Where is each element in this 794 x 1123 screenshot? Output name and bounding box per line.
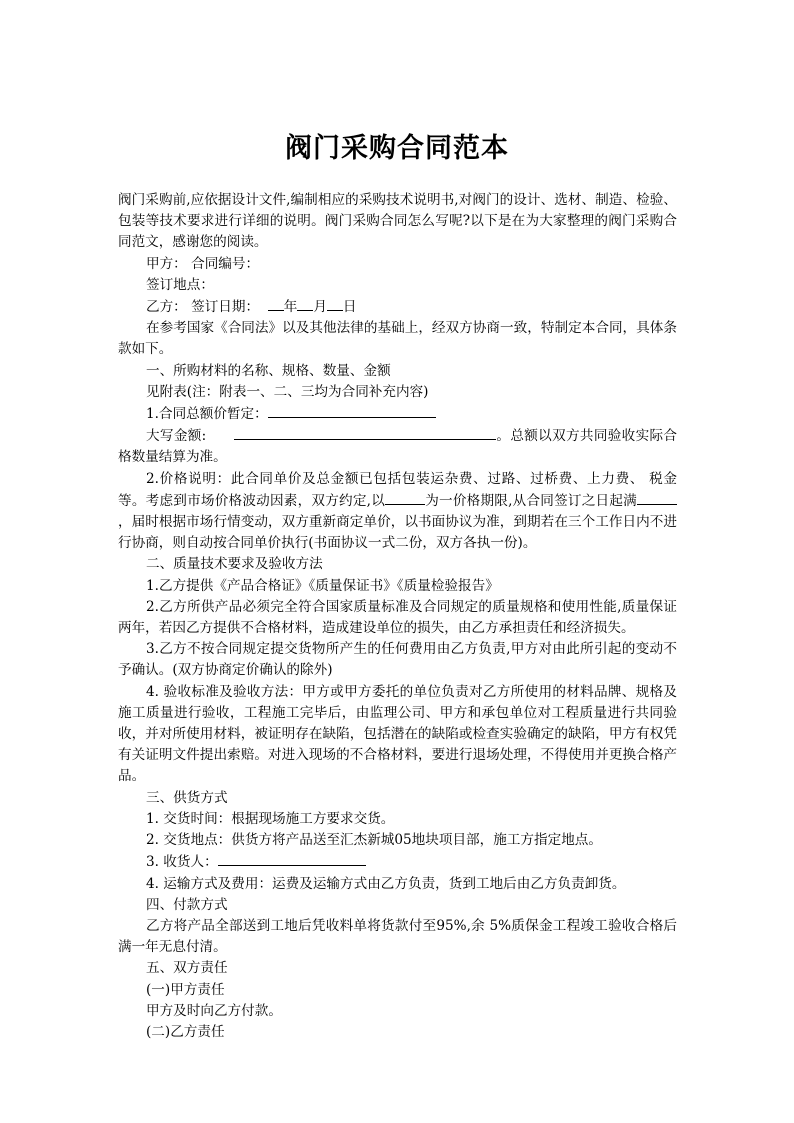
section-3-item-1: 1. 交货时间：根据现场施工方要求交货。: [146, 810, 395, 827]
price-part-c: ，届时根据市场行情变动，双方重新商定单价，以书面协议为准，到期若在三个工作日内不进行协商，则自动按合同单价执行(书面协议一式二份，双方各执一份)。: [118, 514, 677, 552]
receiver-blank: [218, 851, 366, 866]
day-label: 日: [342, 299, 357, 316]
price-part-a: 2.价格说明：此合同单价及总金额已包括包装运杂费、过路、过桥费、上力费、 税金等。考虑到市场价格波动因素，双方约定,以: [118, 470, 677, 509]
section-2-heading: 二、质量技术要求及验收方法: [146, 556, 323, 573]
capital-label: 大写金额:: [146, 428, 207, 445]
price-term-blank: [637, 490, 677, 505]
receiver-label: 3. 收货人：: [146, 854, 218, 871]
section-2-item-1: 1.乙方提供《产品合格证》《质量保证书》《质量检验报告》: [146, 577, 499, 594]
month-label: 月: [313, 299, 327, 316]
section-3-item-3: [118, 851, 677, 873]
section-3-heading: 三、供货方式: [146, 789, 228, 806]
section-3-item-4: 4. 运输方式及费用：运费及运输方式由乙方负责，货到工地后由乙方负责卸货。: [146, 875, 626, 892]
party-b-label: 乙方： 签订日期：: [146, 299, 260, 316]
year-blank: [268, 296, 284, 311]
sign-place-line: 签订地点：: [146, 276, 214, 293]
document-body: [118, 190, 677, 1043]
total-label: 1.合同总额价暂定：: [146, 406, 268, 423]
capital-tail: 。总额以双方共同验收实际合格数量结算为准。: [118, 428, 677, 466]
document-title: 阀门采购合同范本: [285, 133, 509, 164]
section-5-b-heading: (二)乙方责任: [146, 1023, 225, 1040]
section-5-a-body: 甲方及时向乙方付款。: [146, 1002, 282, 1019]
section-2-item-2: 2.乙方所供产品必须完全符合国家质量标准及合同规定的质量规格和使用性能,质量保证两年，若因乙方提供不合格材料，造成建设单位的损失，由乙方承担责任和经济损失。: [118, 598, 677, 637]
section-1-note: 见附表(注：附表一、二、三均为合同补充内容): [146, 383, 429, 400]
section-2-item-3: 3.乙方不按合同规定提交货物所产生的任何费用由乙方负责,甲方对由此所引起的变动不予确认。(双方协商定价确认的除外): [118, 641, 677, 679]
total-blank: [268, 403, 436, 418]
section-1-capital: [118, 425, 677, 468]
month-blank: [297, 296, 313, 311]
capital-blank: [234, 425, 496, 440]
day-blank: [327, 296, 343, 311]
year-label: 年: [283, 299, 298, 316]
section-2-item-4: 4. 验收标准及验收方法：甲方或甲方委托的单位负责对乙方所使用的材料品牌、规格及施工质量进行验收，工程施工完毕后，由监理公司、甲方和承包单位对工程质量进行共同验收，并对所使用材料，被证明存在缺陷，包括潜在的缺陷或检查实验确定的缺陷，甲方有权凭有关证明文件提出索赔。对进入现场的不合格材料，要进行退场处理，不得使用并更换合格产品。: [118, 683, 677, 785]
preamble-paragraph: 在参考国家《合同法》以及其他法律的基础上，经双方协商一致，特制定本合同，具体条款如下。: [118, 320, 677, 358]
intro-paragraph: 阀门采购前,应依据设计文件,编制相应的采购技术说明书,对阀门的设计、选材、制造、检验、包装等技术要求进行详细的说明。阀门采购合同怎么写呢?以下是在为大家整理的阀门采购合同范文，感谢您的阅读。: [118, 192, 677, 251]
section-5-a-heading: (一)甲方责任: [146, 981, 225, 998]
section-5-heading: 五、双方责任: [146, 960, 228, 977]
section-4-heading: 四、付款方式: [146, 896, 228, 913]
price-part-b: 为一价格期限,从合同签订之日起满: [425, 492, 637, 509]
party-a-line: 甲方： 合同编号：: [146, 255, 260, 272]
section-1-heading: 一、所购材料的名称、规格、数量、金额: [146, 362, 391, 379]
section-1-total: [118, 403, 677, 425]
section-3-item-2: 2. 交货地点：供货方将产品送至汇杰新城05地块项目部，施工方指定地点。: [146, 832, 602, 849]
price-period-blank: [385, 490, 425, 505]
section-1-price: [118, 469, 677, 555]
party-b-line: [118, 296, 677, 318]
section-4-body: 乙方将产品全部送到工地后凭收料单将货款付至95%,余 5%质保金工程竣工验收合格后满一年无息付清。: [118, 917, 677, 956]
